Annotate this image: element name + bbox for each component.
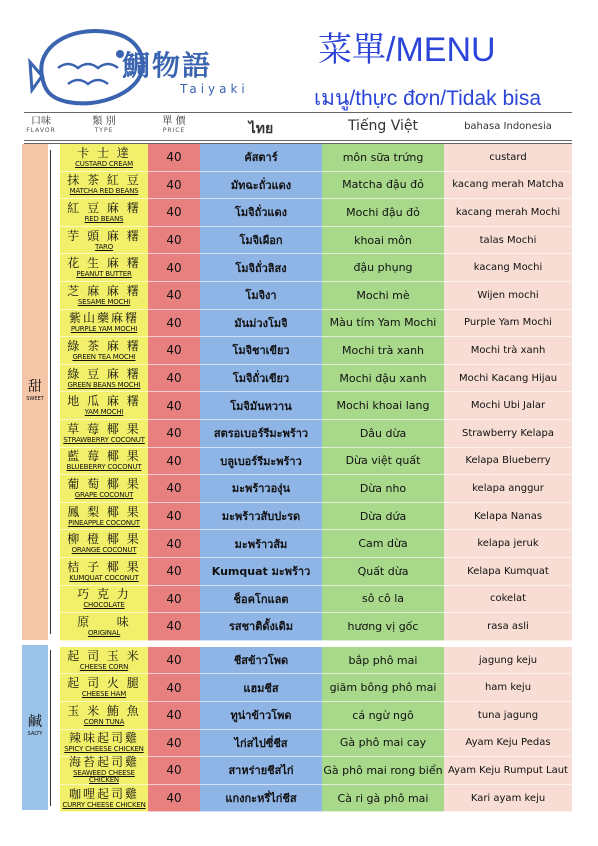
- item-indonesian-name: custard: [444, 144, 572, 172]
- item-thai-name: โมจิมันหวาน: [200, 392, 322, 420]
- menu-item-row: [60, 702, 572, 730]
- item-indonesian-name: Wijen mochi: [444, 282, 572, 310]
- page-title: 菜單/MENU: [318, 31, 496, 69]
- item-vietnamese-name: Matcha đậu đỏ: [322, 172, 444, 200]
- item-vietnamese-name: Cam dừa: [322, 530, 444, 558]
- item-thai-name: โมจิถั่วแดง: [200, 199, 322, 227]
- column-type: 類 別 TYPE: [92, 116, 116, 134]
- item-indonesian-name: rasa asli: [444, 613, 572, 641]
- item-chinese-name: 紅 豆 麻 糬 RED BEANS: [60, 199, 148, 227]
- item-price: 40: [148, 730, 200, 758]
- column-price: 單 價 PRICE: [162, 116, 186, 134]
- menu-item-row: [60, 310, 572, 338]
- menu-item-row: [60, 613, 572, 641]
- item-vietnamese-name: Gà phô mai rong biển: [322, 757, 444, 785]
- item-indonesian-name: Kari ayam keju: [444, 785, 572, 813]
- item-chinese-name: 巧 克 力 CHOCOLATE: [60, 586, 148, 614]
- column-vietnamese: Tiếng Việt: [347, 118, 419, 134]
- item-vietnamese-name: Dâu dừa: [322, 420, 444, 448]
- item-indonesian-name: kacang merah Mochi: [444, 199, 572, 227]
- column-indonesian: bahasa Indonesia: [464, 121, 552, 132]
- menu-item-row: [60, 785, 572, 813]
- item-price: 40: [148, 647, 200, 675]
- item-price: 40: [148, 702, 200, 730]
- item-thai-name: คัสตาร์: [200, 144, 322, 172]
- menu-item-row: [60, 227, 572, 255]
- item-indonesian-name: cokelat: [444, 586, 572, 614]
- item-thai-name: แฮมชีส: [200, 674, 322, 702]
- menu-item-row: [60, 254, 572, 282]
- item-price: 40: [148, 227, 200, 255]
- item-price: 40: [148, 144, 200, 172]
- item-indonesian-name: jagung keju: [444, 647, 572, 675]
- item-price: 40: [148, 475, 200, 503]
- item-vietnamese-name: cá ngừ ngô: [322, 702, 444, 730]
- item-chinese-name: 花 生 麻 糬 PEANUT BUTTER: [60, 254, 148, 282]
- item-chinese-name: 辣味起司雞 SPICY CHEESE CHICKEN: [60, 730, 148, 758]
- logo-latin-name: Taiyaki: [180, 82, 249, 96]
- item-chinese-name: 玉 米 鮪 魚 CORN TUNA: [60, 702, 148, 730]
- item-vietnamese-name: Dừa nho: [322, 475, 444, 503]
- item-vietnamese-name: hương vị gốc: [322, 613, 444, 641]
- item-chinese-name: 芋 頭 麻 糬 TARO: [60, 227, 148, 255]
- item-indonesian-name: kelapa jeruk: [444, 530, 572, 558]
- item-vietnamese-name: bắp phô mai: [322, 647, 444, 675]
- item-thai-name: ช็อคโกแลต: [200, 586, 322, 614]
- item-vietnamese-name: khoai môn: [322, 227, 444, 255]
- item-vietnamese-name: Gà phô mai cay: [322, 730, 444, 758]
- item-price: 40: [148, 558, 200, 586]
- item-chinese-name: 紫山藥麻糬 PURPLE YAM MOCHI: [60, 310, 148, 338]
- item-vietnamese-name: giăm bông phô mai: [322, 674, 444, 702]
- item-indonesian-name: kacang Mochi: [444, 254, 572, 282]
- item-price: 40: [148, 337, 200, 365]
- item-price: 40: [148, 503, 200, 531]
- item-thai-name: ไก่สไปซี่ชีส: [200, 730, 322, 758]
- item-vietnamese-name: Mochi đậu đỏ: [322, 199, 444, 227]
- menu-item-row: [60, 674, 572, 702]
- sweet-section-label: 甜 SWEET: [26, 379, 44, 402]
- item-chinese-name: 藍 莓 椰 果 BLUEBERRY COCONUT: [60, 448, 148, 476]
- item-vietnamese-name: Quất dừa: [322, 558, 444, 586]
- item-thai-name: โมจิงา: [200, 282, 322, 310]
- item-chinese-name: 卡 士 達 CUSTARD CREAM: [60, 144, 148, 172]
- item-price: 40: [148, 199, 200, 227]
- menu-item-row: [60, 647, 572, 675]
- item-vietnamese-name: Mochi trà xanh: [322, 337, 444, 365]
- menu-item-row: [60, 558, 572, 586]
- item-chinese-name: 原 味 ORIGINAL: [60, 613, 148, 641]
- menu-item-row: [60, 420, 572, 448]
- item-price: 40: [148, 420, 200, 448]
- item-indonesian-name: Ayam Keju Rumput Laut: [444, 757, 572, 785]
- item-price: 40: [148, 365, 200, 393]
- item-chinese-name: 綠 豆 麻 糬 GREEN BEANS MOCHI: [60, 365, 148, 393]
- item-chinese-name: 鳳 梨 椰 果 PINEAPPLE COCONUT: [60, 503, 148, 531]
- item-vietnamese-name: Mochi mè: [322, 282, 444, 310]
- item-indonesian-name: Mochi trà xanh: [444, 337, 572, 365]
- item-indonesian-name: Kelapa Nanas: [444, 503, 572, 531]
- item-price: 40: [148, 392, 200, 420]
- item-price: 40: [148, 757, 200, 785]
- item-chinese-name: 抹 茶 紅 豆 MATCHA RED BEANS: [60, 172, 148, 200]
- header-rule-bottom: [24, 140, 572, 141]
- menu-item-row: [60, 757, 572, 785]
- item-chinese-name: 地 瓜 麻 糬 YAM MOCHI: [60, 392, 148, 420]
- item-vietnamese-name: môn sữa trứng: [322, 144, 444, 172]
- menu-item-row: [60, 448, 572, 476]
- item-price: 40: [148, 310, 200, 338]
- menu-item-row: [60, 144, 572, 172]
- menu-item-row: [60, 475, 572, 503]
- item-indonesian-name: Ayam Keju Pedas: [444, 730, 572, 758]
- item-price: 40: [148, 586, 200, 614]
- menu-item-row: [60, 365, 572, 393]
- item-vietnamese-name: đậu phụng: [322, 254, 444, 282]
- item-price: 40: [148, 674, 200, 702]
- sweet-section-bar: [22, 144, 48, 640]
- item-price: 40: [148, 282, 200, 310]
- item-vietnamese-name: sô cô la: [322, 586, 444, 614]
- item-price: 40: [148, 530, 200, 558]
- salty-section-bar: [22, 645, 48, 810]
- item-indonesian-name: Kelapa Blueberry: [444, 448, 572, 476]
- item-thai-name: Kumquat มะพร้าว: [200, 558, 322, 586]
- item-chinese-name: 葡 萄 椰 果 GRAPE COCONUT: [60, 475, 148, 503]
- item-chinese-name: 起 司 玉 米 CHEESE CORN: [60, 647, 148, 675]
- item-chinese-name: 柳 橙 椰 果 ORANGE COCONUT: [60, 530, 148, 558]
- item-indonesian-name: tuna jagung: [444, 702, 572, 730]
- menu-item-row: [60, 503, 572, 531]
- menu-item-row: [60, 199, 572, 227]
- menu-item-row: [60, 337, 572, 365]
- menu-item-row: [60, 586, 572, 614]
- item-thai-name: โมจิชาเขียว: [200, 337, 322, 365]
- item-price: 40: [148, 448, 200, 476]
- salty-section-label: 鹹 SALTY: [27, 714, 43, 737]
- item-chinese-name: 桔 子 椰 果 KUMQUAT COCONUT: [60, 558, 148, 586]
- item-price: 40: [148, 785, 200, 813]
- item-thai-name: โมจิถั่วเขียว: [200, 365, 322, 393]
- item-thai-name: ทูน่าข้าวโพด: [200, 702, 322, 730]
- item-thai-name: ชีสข้าวโพด: [200, 647, 322, 675]
- item-thai-name: มัทฉะถั่วแดง: [200, 172, 322, 200]
- item-price: 40: [148, 613, 200, 641]
- item-chinese-name: 起 司 火 腿 CHEESE HAM: [60, 674, 148, 702]
- menu-item-row: [60, 172, 572, 200]
- item-chinese-name: 海苔起司雞 SEAWEED CHEESE CHICKEN: [60, 757, 148, 785]
- item-chinese-name: 芝 麻 麻 糬 SESAME MOCHI: [60, 282, 148, 310]
- item-chinese-name: 綠 茶 麻 糬 GREEN TEA MOCHI: [60, 337, 148, 365]
- item-thai-name: สาหร่ายชีสไก่: [200, 757, 322, 785]
- item-thai-name: รสชาติดั้งเดิม: [200, 613, 322, 641]
- item-thai-name: แกงกะหรี่ไก่ชีส: [200, 785, 322, 813]
- column-thai: ไทย: [248, 121, 274, 137]
- item-price: 40: [148, 254, 200, 282]
- item-thai-name: โมจิเผือก: [200, 227, 322, 255]
- item-thai-name: โมจิถั่วลิสง: [200, 254, 322, 282]
- item-indonesian-name: kacang merah Matcha: [444, 172, 572, 200]
- item-chinese-name: 咖哩起司雞 CURRY CHEESE CHICKEN: [60, 785, 148, 813]
- item-indonesian-name: Mochi Ubi Jalar: [444, 392, 572, 420]
- item-chinese-name: 草 莓 椰 果 STRAWBERRY COCONUT: [60, 420, 148, 448]
- item-vietnamese-name: Dừa dứa: [322, 503, 444, 531]
- item-indonesian-name: talas Mochi: [444, 227, 572, 255]
- column-flavor: 口味 FLAVOR: [26, 116, 56, 134]
- item-thai-name: มะพร้าวองุ่น: [200, 475, 322, 503]
- menu-item-row: [60, 392, 572, 420]
- item-indonesian-name: Strawberry Kelapa: [444, 420, 572, 448]
- item-thai-name: บลูเบอร์รีมะพร้าว: [200, 448, 322, 476]
- item-indonesian-name: ham keju: [444, 674, 572, 702]
- item-vietnamese-name: Màu tím Yam Mochi: [322, 310, 444, 338]
- menu-item-row: [60, 530, 572, 558]
- item-indonesian-name: kelapa anggur: [444, 475, 572, 503]
- item-vietnamese-name: Dừa việt quất: [322, 448, 444, 476]
- item-price: 40: [148, 172, 200, 200]
- logo-chinese-name: 鯛物語: [122, 49, 213, 82]
- item-thai-name: มะพร้าวสับปะรด: [200, 503, 322, 531]
- item-indonesian-name: Purple Yam Mochi: [444, 310, 572, 338]
- page-subtitle: เมนู/thực đơn/Tidak bisa: [314, 87, 542, 110]
- item-thai-name: มะพร้าวส้ม: [200, 530, 322, 558]
- item-vietnamese-name: Mochi đậu xanh: [322, 365, 444, 393]
- item-vietnamese-name: Cà ri gà phô mai: [322, 785, 444, 813]
- menu-item-row: [60, 282, 572, 310]
- item-indonesian-name: Kelapa Kumquat: [444, 558, 572, 586]
- item-vietnamese-name: Mochi khoai lang: [322, 392, 444, 420]
- item-thai-name: สตรอเบอร์รีมะพร้าว: [200, 420, 322, 448]
- menu-item-row: [60, 730, 572, 758]
- item-thai-name: มันม่วงโมจิ: [200, 310, 322, 338]
- item-indonesian-name: Mochi Kacang Hijau: [444, 365, 572, 393]
